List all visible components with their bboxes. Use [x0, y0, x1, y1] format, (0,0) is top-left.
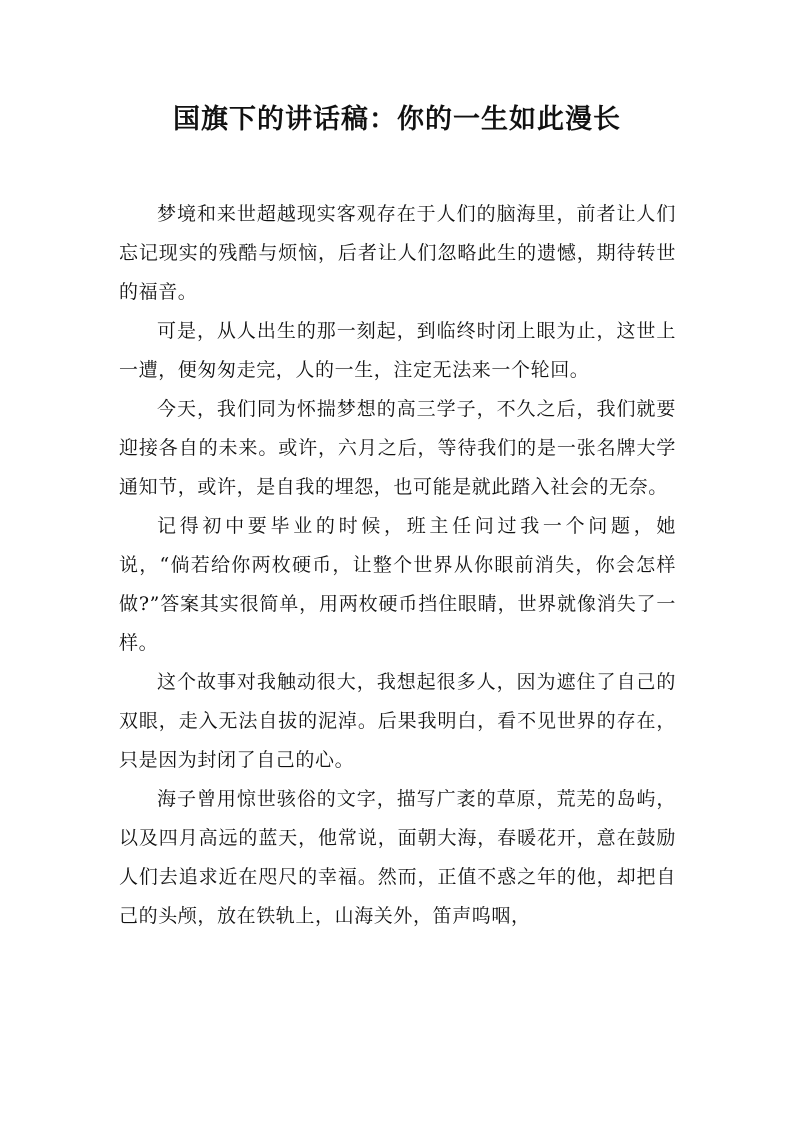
paragraph: 今天，我们同为怀揣梦想的高三学子，不久之后，我们就要迎接各自的未来。或许，六月之后，等待我们的是一张名牌大学通知节，或许，是自我的埋怨，也可能是就此踏入社会的无奈。: [119, 398, 676, 498]
document-body: [119, 195, 676, 936]
paragraph: 记得初中要毕业的时候，班主任问过我一个问题，她说，“倘若给你两枚硬币，让整个世界从你眼前消失，你会怎样做?”答案其实很简单，用两枚硬币挡住眼睛，世界就像消失了一样。: [119, 515, 676, 654]
paragraph: 这个故事对我触动很大，我想起很多人，因为遮住了自己的双眼，走入无法自拔的泥淖。后果我明白，看不见世界的存在，只是因为封闭了自己的心。: [119, 671, 676, 771]
paragraph: 梦境和来世超越现实客观存在于人们的脑海里，前者让人们忘记现实的残酷与烦恼，后者让人们忽略此生的遗憾，期待转世的福音。: [119, 203, 676, 303]
paragraph: 可是，从人出生的那一刻起，到临终时闭上眼为止，这世上一遭，便匆匆走完，人的一生，注定无法来一个轮回。: [119, 320, 676, 381]
paragraph: 海子曾用惊世骇俗的文字，描写广袤的草原，荒芜的岛屿，以及四月高远的蓝天，他常说，面朝大海，春暖花开，意在鼓励人们去追求近在咫尺的幸福。然而，正值不惑之年的他，却把自己的头颅，放在铁轨上，山海关外，笛声呜咽，: [119, 788, 676, 927]
page-title: 国旗下的讲话稿：你的一生如此漫长: [173, 104, 621, 135]
